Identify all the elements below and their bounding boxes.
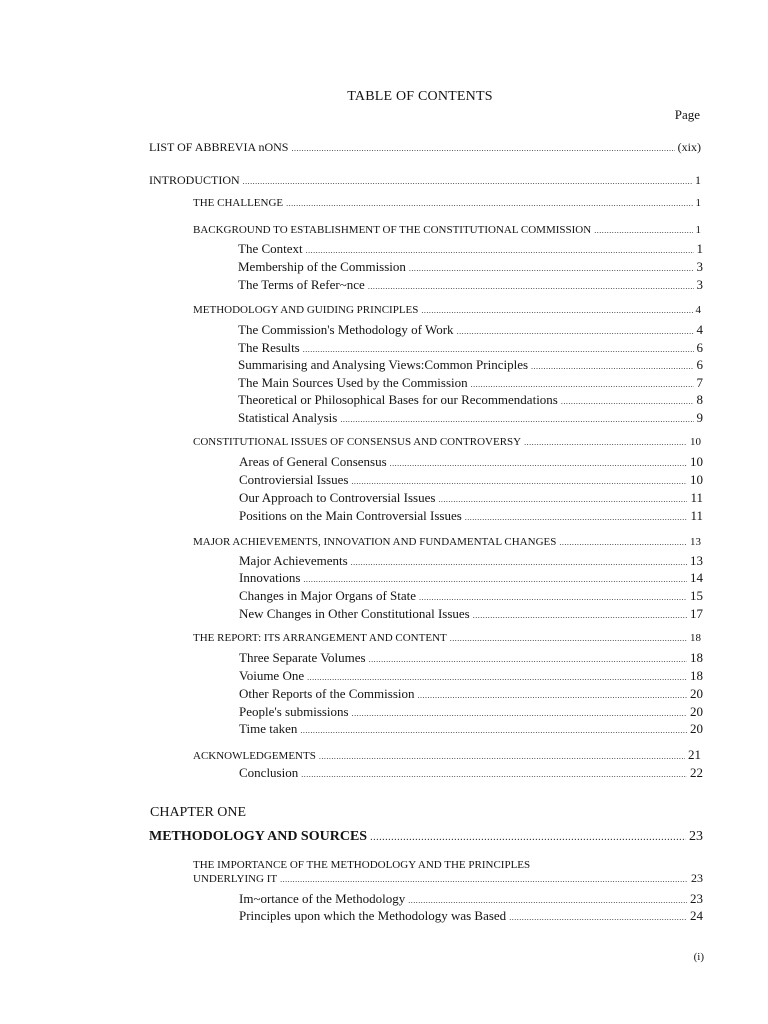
leader-dots (303, 345, 694, 354)
leader-dots (351, 477, 687, 486)
toc-entry-page: 14 (690, 570, 703, 585)
leader-dots (473, 611, 687, 620)
leader-dots (340, 415, 693, 424)
toc-entry-label: The Results (238, 340, 300, 355)
toc-entry (239, 686, 703, 702)
toc-entry (149, 140, 701, 155)
leader-dots (369, 655, 687, 664)
toc-entry-label: Changes in Major Organs of State (239, 588, 417, 603)
toc-entry (238, 322, 703, 338)
toc-entry-page: 20 (690, 704, 703, 719)
toc-entry-page: 1 (695, 197, 701, 209)
toc-entry-page: 10 (690, 472, 703, 487)
toc-entry-page: 24 (690, 908, 703, 923)
toc-entry-page: 3 (696, 277, 703, 292)
leader-dots (370, 832, 686, 843)
toc-entry-page: 4 (695, 304, 701, 316)
toc-entry-label: THE REPORT: ITS ARRANGEMENT AND CONTENT (193, 632, 447, 644)
toc-entry (238, 392, 703, 408)
toc-entry (239, 490, 703, 506)
leader-dots (409, 264, 694, 273)
toc-entry-page: 1 (696, 241, 703, 256)
toc-entry-page: 23 (691, 871, 703, 885)
toc-entry-page: 7 (696, 375, 703, 390)
toc-entry-label: Major Achievements (239, 553, 348, 568)
toc-entry-page: (xix) (677, 140, 701, 154)
toc-entry-label: Theoretical or Philosophical Bases for our Recommendations (238, 392, 558, 407)
toc-entry-page: 18 (690, 650, 703, 665)
toc-entry-page: 17 (690, 606, 703, 621)
toc-entry (239, 454, 703, 470)
toc-entry-page: 18 (690, 632, 701, 644)
page-column-label: Page (674, 107, 700, 122)
leader-dots (450, 634, 687, 643)
leader-dots (352, 709, 687, 718)
toc-entry-page: 20 (690, 721, 703, 736)
toc-entry (238, 241, 703, 257)
toc-entry-label: Im~ortance of the Methodology (239, 891, 406, 906)
toc-entry-page: 13 (690, 536, 701, 548)
leader-dots (307, 673, 687, 682)
toc-entry (238, 375, 703, 391)
toc-entry-page: 23 (690, 891, 703, 906)
toc-entry-label: Statistical Analysis (238, 410, 338, 425)
toc-entry-page: 1 (695, 173, 701, 187)
toc-entry-label: The Main Sources Used by the Commission (238, 375, 468, 390)
toc-entry-label: INTRODUCTION (149, 173, 240, 187)
toc-entry-page: 23 (689, 829, 703, 844)
toc-entry-page: 1 (695, 224, 701, 236)
toc-entry (239, 908, 703, 924)
toc-entry-label: Voiume One (239, 668, 305, 683)
leader-dots (594, 226, 692, 235)
leader-dots (306, 246, 694, 255)
leader-dots (286, 199, 692, 208)
leader-dots (243, 177, 692, 186)
leader-dots (531, 362, 693, 371)
toc-entry (149, 173, 701, 188)
leader-dots (291, 144, 674, 153)
toc-entry-label: Membership of the Commission (238, 259, 406, 274)
toc-entry (239, 588, 703, 604)
page-number: (i) (693, 951, 704, 963)
toc-entry (238, 259, 703, 275)
toc-entry (239, 472, 703, 488)
leader-dots (303, 575, 687, 584)
chapter-title-entry (149, 829, 703, 845)
toc-entry (239, 704, 703, 720)
leader-dots (465, 513, 688, 522)
leader-dots (351, 558, 687, 567)
toc-entry (239, 891, 703, 907)
leader-dots (471, 380, 694, 389)
toc-entry-page: 22 (690, 765, 703, 780)
toc-entry (193, 197, 701, 209)
toc-entry (239, 606, 703, 622)
toc-entry-label: LIST OF ABBREVIA nONS (149, 140, 289, 154)
toc-entry-page: 8 (696, 392, 703, 407)
toc-entry (239, 553, 703, 569)
leader-dots (301, 770, 687, 779)
toc-entry (193, 436, 701, 448)
page-title: TABLE OF CONTENTS (347, 89, 493, 104)
toc-entry-label: BACKGROUND TO ESTABLISHMENT OF THE CONSTITUTIONAL COMMISSION (193, 224, 592, 236)
leader-dots (368, 282, 694, 291)
toc-entry (193, 536, 701, 548)
toc-entry (193, 859, 703, 886)
toc-entry (193, 747, 701, 763)
toc-entry-label: MAJOR ACHIEVEMENTS, INNOVATION AND FUNDAMENTAL CHANGES (193, 536, 557, 548)
toc-entry (193, 224, 701, 236)
leader-dots (524, 438, 687, 447)
toc-entry-label: Our Approach to Controversial Issues (239, 490, 436, 505)
toc-entry-label: The Terms of Refer~nce (238, 277, 365, 292)
toc-entry-page: 9 (696, 410, 703, 425)
toc-entry (238, 340, 703, 356)
toc-entry-page: 6 (696, 357, 703, 372)
toc-entry-label: Controviersial Issues (239, 472, 349, 487)
leader-dots (408, 896, 687, 905)
toc-entry (238, 357, 703, 373)
leader-dots (438, 495, 687, 504)
toc-entry-label: Areas of General Consensus (239, 454, 387, 469)
toc-entry-page: 20 (690, 686, 703, 701)
toc-entry (193, 632, 701, 644)
toc-entry-page: 21 (688, 747, 701, 762)
toc-entry-label: People's submissions (239, 704, 349, 719)
toc-entry-page: 10 (690, 436, 701, 448)
chapter-title: METHODOLOGY AND SOURCES (149, 829, 368, 844)
toc-entry (239, 508, 703, 524)
toc-entry (239, 765, 703, 781)
leader-dots (561, 397, 694, 406)
toc-entry-label: METHODOLOGY AND GUIDING PRINCIPLES (193, 304, 419, 316)
toc-entry (238, 277, 703, 293)
toc-entry-page: 6 (696, 340, 703, 355)
toc-entry-page: 13 (690, 553, 703, 568)
toc-entry-page: 15 (690, 588, 703, 603)
leader-dots (300, 726, 687, 735)
toc-entry-page: 3 (696, 259, 703, 274)
leader-dots (421, 306, 692, 315)
chapter-label: CHAPTER ONE (150, 805, 247, 820)
toc-entry-label: Positions on the Main Controversial Issues (239, 508, 462, 523)
toc-entry-label: Innovations (239, 570, 301, 585)
toc-entry-page: 18 (690, 668, 703, 683)
leader-dots (418, 691, 688, 700)
leader-dots (319, 752, 685, 761)
toc-entry-label: New Changes in Other Constitutional Issues (239, 606, 470, 621)
toc-entry-label: CONSTITUTIONAL ISSUES OF CONSENSUS AND CONTROVERSY (193, 436, 522, 448)
toc-entry-label: Summarising and Analysing Views:Common Principles (238, 357, 529, 372)
toc-entry-label: Time taken (239, 721, 298, 736)
toc-entry (239, 650, 703, 666)
toc-entry-label: Other Reports of the Commission (239, 686, 415, 701)
toc-entry-line (193, 871, 703, 886)
leader-dots (390, 459, 687, 468)
toc-entry-label: Principles upon which the Methodology was Based (239, 908, 507, 923)
toc-entry-page: 11 (690, 508, 703, 523)
toc-entry-label: Three Separate Volumes (239, 650, 366, 665)
toc-entry (239, 570, 703, 586)
leader-dots (419, 593, 687, 602)
leader-dots (280, 875, 688, 884)
leader-dots (457, 327, 694, 336)
toc-entry-page: 11 (690, 490, 703, 505)
toc-entry-label: THE IMPORTANCE OF THE METHODOLOGY AND THE PRINCIPLES (193, 859, 531, 871)
toc-entry-page: 10 (690, 454, 703, 469)
toc-entry-label: Conclusion (239, 765, 299, 780)
toc-entry-page: 4 (696, 322, 703, 337)
toc-entry (239, 721, 703, 737)
leader-dots (559, 538, 687, 547)
toc-entry-label: UNDERLYING IT (193, 873, 278, 885)
toc-entry-label: The Commission's Methodology of Work (238, 322, 454, 337)
toc-entry-label: The Context (238, 241, 303, 256)
toc-entry (193, 304, 701, 316)
toc-entry-label: ACKNOWLEDGEMENTS (193, 750, 316, 762)
toc-entry (239, 668, 703, 684)
toc-entry-label: THE CHALLENGE (193, 197, 284, 209)
toc-entry (238, 410, 703, 426)
leader-dots (509, 913, 687, 922)
